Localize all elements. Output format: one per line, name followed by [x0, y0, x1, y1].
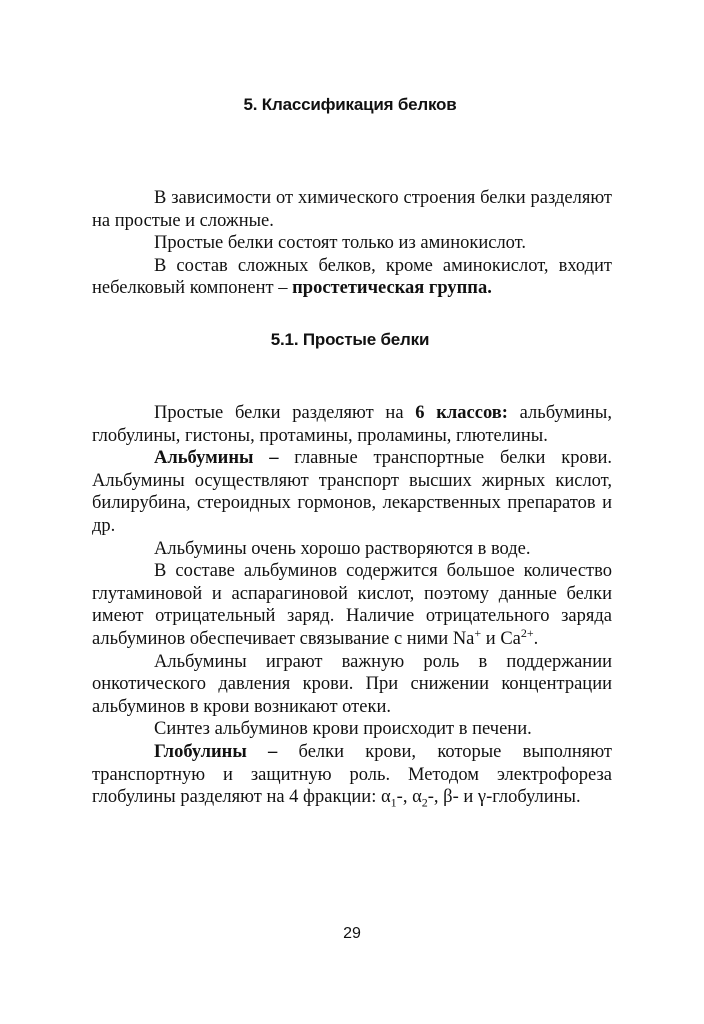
- body-paragraph-classes: [92, 402, 612, 447]
- albumins-description: главные транспортные белки крови. Альбумины осуществляют транспорт высших жирных кислот, билирубина, стероидных гормонов, лекарственных препаратов и др.: [92, 448, 612, 536]
- alpha2-subscript: 2: [421, 795, 428, 810]
- intro-paragraph-1: В зависимости от химического строения белки разделяют на простые и сложные.: [92, 188, 612, 231]
- globulins-description: белки крови, которые выполняют транспортную и защитную роль. Методом электрофореза глобулины разделяют на 4 фракции: α: [92, 741, 612, 808]
- classes-intro-text: Простые белки разделяют на: [154, 403, 416, 423]
- body-paragraph-globulins: [92, 741, 612, 809]
- subsection-title: 5.1. Простые белки: [270, 330, 430, 349]
- calcium-charge: 2+: [520, 625, 534, 640]
- body-paragraph-synthesis: Синтез альбуминов крови происходит в печени.: [154, 719, 532, 740]
- prosthetic-group-term: простетическая группа.: [292, 278, 492, 299]
- alpha1-subscript: 1: [390, 795, 397, 810]
- body-paragraph-oncotic: Альбумины играют важную роль в поддержании онкотического давления крови. При снижении концентрации альбуминов в крови возникают отеки.: [92, 651, 612, 717]
- charge-mid-text: и Ca: [481, 628, 521, 649]
- globulins-mid-text-2: -, β- и γ-глобулины.: [427, 787, 581, 808]
- intro-paragraph-2: Простые белки состоят только из аминокислот.: [154, 233, 526, 254]
- classes-list-text: альбумины, глобулины, гистоны, протамины, проламины, глютелины.: [92, 403, 612, 446]
- charge-text: В составе альбуминов содержится большое количество глутаминовой и аспарагиновой кислот, поэтому данные белки имеют отрицательный заряд. Наличие отрицательного заряда альбуминов обеспечивает связывание с ними Na: [92, 561, 612, 649]
- section-title: 5. Классификация белков: [243, 95, 457, 114]
- body-paragraph-albumins: [92, 447, 612, 537]
- charge-end: .: [533, 628, 539, 649]
- globulins-term: Глобулины –: [154, 741, 278, 762]
- intro-block: [92, 187, 612, 300]
- page-number: 29: [343, 925, 361, 942]
- intro-paragraph-3: [92, 255, 612, 300]
- globulins-mid-text-1: -, α: [396, 787, 422, 808]
- intro-paragraph-3-text: В состав сложных белков, кроме аминокислот, входит небелковый компонент –: [92, 255, 612, 299]
- sodium-charge: +: [474, 625, 482, 640]
- body-paragraph-charge: [92, 560, 612, 650]
- body-paragraph-solubility: Альбумины очень хорошо растворяются в воде.: [154, 538, 531, 559]
- body-block: [92, 402, 612, 809]
- albumins-term: Альбумины –: [154, 448, 279, 469]
- classes-count-term: 6 классов:: [415, 403, 508, 423]
